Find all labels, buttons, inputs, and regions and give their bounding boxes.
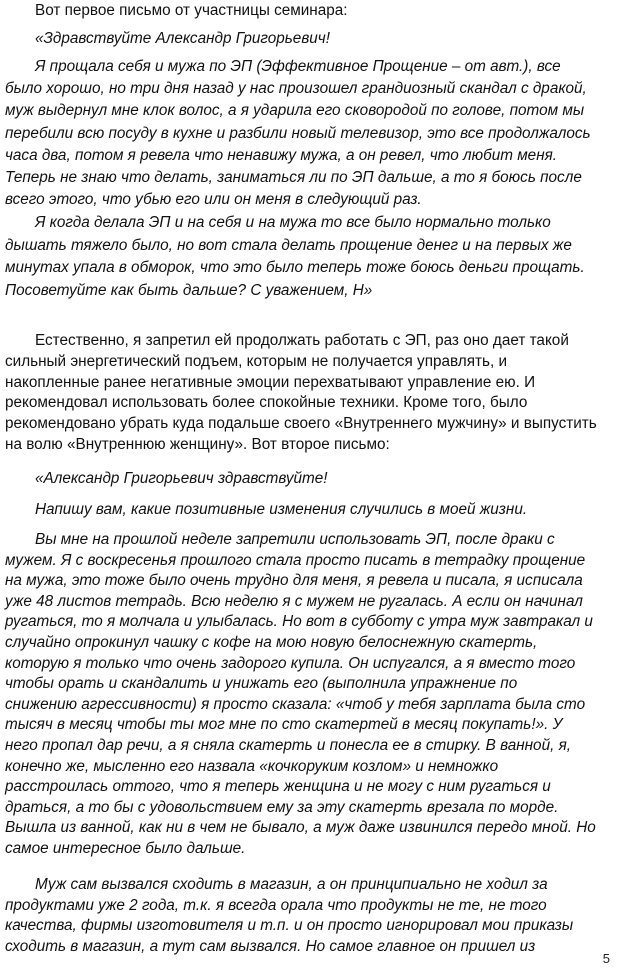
letter2-para2-line: сходить в магазин, а тут сам вызвался. Но самое главное он пришел из	[5, 937, 536, 955]
letter2-para1-line: Вы мне на прошлой неделе запретили использовать ЭП, после драки с	[35, 531, 555, 548]
letter2-greeting: «Александр Григорьевич здравствуйте!	[35, 470, 328, 487]
commentary-line: накопленные ранее негативные эмоции перехватывают управление ею. И	[5, 373, 536, 391]
letter2-para1-line: которую я только что очень задорого купила. Он испугался, а я вместо того	[5, 654, 576, 672]
letter2-para1-line: уже 48 листов тетрадь. Всю неделю я с мужем не ругалась. А если он начинал	[5, 592, 583, 610]
page-number: 5	[602, 951, 610, 966]
letter1-para2-line: Я когда делала ЭП и на себя и на мужа то все было нормально только	[35, 214, 551, 231]
letter1-para1-line: всего этого, что убью его или он меня в следующий раз.	[5, 191, 422, 209]
letter1-greeting: «Здравствуйте Александр Григорьевич!	[35, 30, 330, 47]
letter2-para1-line: конечно же, мысленно его назвала «кочкоруким козлом» и немножко	[5, 757, 499, 775]
commentary-line: на волю «Внутреннюю женщину». Вот второе письмо:	[5, 436, 390, 453]
letter2-intro: Напишу вам, какие позитивные изменения случились в моей жизни.	[35, 501, 528, 518]
intro-line: Вот первое письмо от участницы семинара:	[35, 2, 348, 19]
commentary-line: рекомендовал использовать более спокойные техники. Кроме того, было	[5, 394, 528, 412]
letter2-para1-line: драться, а то бы с удовольствием ему за эту скатерть врезала по морде.	[5, 798, 559, 816]
letter2-para1-line: случайно опрокинул чашку с кофе на мою новую белоснежную скатерть,	[5, 634, 538, 651]
letter2-para1-line: него пропал дар речи, а я сняла скатерть и понесла ее в стирку. В ванной, я,	[5, 737, 571, 754]
letter1-para2-line: Посоветуйте как быть дальше? С уважением, Н»	[5, 282, 373, 300]
letter1-para1-line: перебили всю посуду в кухне и разбили новый телевизор, это все продолжалось	[5, 124, 591, 142]
letter2-para2-line: качества, фирмы изготовителя и т.п. и он просто игнорировал мои приказы	[5, 917, 574, 935]
commentary-line: рекомендовано убрать куда подальше своего «Внутреннего мужчину» и выпустить	[5, 415, 597, 433]
commentary-line: Естественно, я запретил ей продолжать работать с ЭП, раз оно дает такой	[35, 332, 569, 349]
letter2-para2-line: Муж сам вызвался сходить в магазин, а он принципиально не ходил за	[35, 876, 548, 893]
letter1-para1-line: было хорошо, но три дня назад у нас произошел грандиозный скандал с дракой,	[5, 80, 587, 98]
letter1-para1-line: Теперь не знаю что делать, заниматься ли по ЭП дальше, а то я боюсь после	[5, 169, 582, 186]
letter2-para1-line: чтобы орать и скандалить и унижать его (выполнила упражнение по	[5, 675, 518, 693]
letter1-para1-line: Я прощала себя и мужа по ЭП (Эффективное Прощение – от авт.), все	[35, 58, 561, 75]
letter2-para1-line: мужем. Я с воскресенья прошлого стала просто писать в тетрадку прощение	[5, 551, 586, 569]
letter2-para1-line: тысяч в месяц чтобы ты мог мне по сто скатертей в месяц покупать!». У	[5, 716, 563, 734]
letter2-para1-line: расстроилась оттого, что я теперь женщина и не могу с ним ругаться и	[5, 778, 551, 796]
letter2-para2-line: продуктами уже 2 года, т.к. я всегда орала что продукты не те, не того	[5, 896, 547, 914]
letter2-para1-line: самое интересное было дальше.	[5, 840, 246, 857]
letter1-para2-line: минутах упала в обморок, что это было теперь тоже боюсь деньги прощать.	[5, 259, 585, 277]
letter2-para1-line: снижению агрессивности) я просто сказала: «чтоб у тебя зарплата была сто	[5, 695, 586, 713]
letter1-para1-line: муж выдернул мне клок волос, а я ударила его сковородой по голове, потом мы	[5, 102, 585, 120]
letter2-para1-line: Вышла из ванной, как ни в чем не бывало, а муж даже извинился передо мной. Но	[5, 819, 596, 837]
commentary-line: сильный энергетический подъем, которым не получается управлять, и	[5, 352, 507, 370]
letter1-para2-line: дышать тяжело было, но вот стала делать прощение денег и на первых же	[5, 236, 572, 254]
letter2-para1-line: на мужа, это тоже было очень трудно для меня, я ревела и писала, я исписала	[5, 572, 583, 590]
letter2-para1-line: ругаться, то я молчала и улыбалась. Но вот в субботу с утра муж завтракал и	[5, 613, 593, 631]
letter1-para1-line: часа два, потом я ревела что ненавижу мужа, а он ревел, что любит меня.	[5, 146, 558, 164]
